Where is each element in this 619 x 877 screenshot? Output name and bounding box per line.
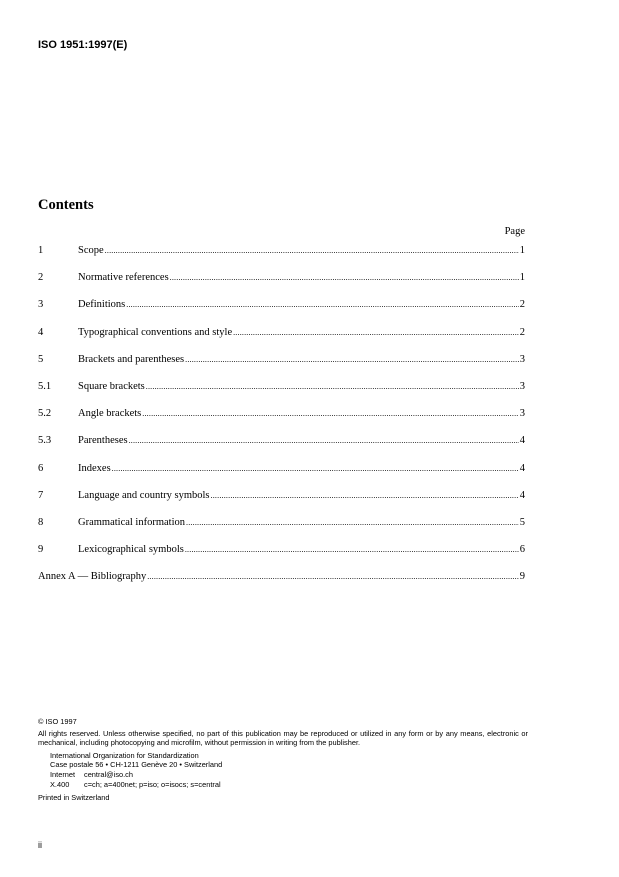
- toc-entry-title: Indexes: [78, 462, 111, 474]
- toc-entry-number: 8: [38, 516, 44, 528]
- toc-entry-title: Square brackets: [78, 380, 145, 392]
- toc-entry-page: 3: [519, 380, 525, 392]
- toc-entry-page: 2: [519, 326, 525, 338]
- internet-line: [50, 770, 528, 780]
- toc-entry-title: Definitions: [78, 299, 126, 311]
- toc-entry-title: Scope: [78, 245, 104, 256]
- dot-leader: [211, 491, 519, 500]
- printed-in: Printed in Switzerland: [38, 793, 110, 803]
- toc-entry-page: 3: [519, 408, 525, 420]
- toc-entry[interactable]: [38, 490, 525, 517]
- x400-line: [50, 780, 528, 790]
- toc-entry-page: 4: [519, 462, 525, 474]
- toc-entry-page: 3: [519, 353, 525, 365]
- toc-entry-page: 6: [519, 544, 525, 556]
- toc-entry-title: Language and country symbols: [78, 489, 210, 501]
- table-of-contents: [38, 245, 525, 598]
- toc-entry-title: Angle brackets: [78, 408, 142, 420]
- toc-entry-title: Grammatical information: [78, 516, 186, 528]
- toc-entry[interactable]: [38, 245, 525, 272]
- toc-entry-page: 2: [519, 299, 525, 311]
- toc-entry-number: 5.1: [38, 380, 52, 392]
- toc-entry-title: Typographical conventions and style: [78, 326, 233, 338]
- postal-address: Case postale 56 • CH-1211 Genève 20 • Switzerland: [50, 760, 223, 770]
- toc-entry[interactable]: [38, 517, 525, 544]
- toc-annex-title: Annex A — Bibliography: [38, 571, 147, 583]
- rights-notice: All rights reserved. Unless otherwise specified, no part of this publication may be reproduced or utilized in any form or by any means, electronic or mechanical, including photocopying and microfilm, without permission in writing from the publisher.: [38, 728, 528, 748]
- dot-leader: [105, 246, 519, 255]
- toc-entry-page: 4: [519, 489, 525, 501]
- toc-entry-page: 1: [519, 272, 525, 284]
- toc-entry[interactable]: [38, 408, 525, 435]
- dot-leader: [112, 464, 519, 473]
- toc-entry-page: 4: [519, 435, 525, 447]
- toc-entry-title: Normative references: [78, 272, 169, 284]
- toc-entry-page: 5: [519, 516, 525, 528]
- publisher-contact: [50, 751, 528, 789]
- dot-leader: [185, 355, 519, 364]
- dot-leader: [185, 545, 519, 554]
- page-column-label: Page: [504, 226, 525, 237]
- x400-value: c=ch; a=400net; p=iso; o=isocs; s=central: [84, 779, 221, 789]
- toc-entry-title: Parentheses: [78, 435, 128, 447]
- toc-annex-page: 9: [519, 571, 525, 583]
- toc-entry-number: 7: [38, 489, 44, 501]
- dot-leader: [142, 409, 518, 418]
- toc-entry-number: 1: [38, 245, 44, 256]
- page-number: ii: [38, 840, 42, 850]
- toc-entry[interactable]: [38, 272, 525, 299]
- toc-entry[interactable]: [38, 299, 525, 326]
- dot-leader: [146, 382, 519, 391]
- toc-entry[interactable]: [38, 544, 525, 571]
- dot-leader: [233, 328, 519, 337]
- internet-label: Internet: [50, 769, 76, 779]
- document-id-header: ISO 1951:1997(E): [38, 39, 128, 51]
- dot-leader: [147, 572, 519, 581]
- internet-value[interactable]: central@iso.ch: [84, 769, 133, 779]
- toc-entry[interactable]: [38, 354, 525, 381]
- toc-entry-number: 4: [38, 326, 44, 338]
- toc-entry-number: 5.2: [38, 408, 52, 420]
- dot-leader: [126, 300, 519, 309]
- toc-entry-annex[interactable]: [38, 571, 525, 598]
- dot-leader: [170, 273, 519, 282]
- toc-entry-number: 3: [38, 299, 44, 311]
- dot-leader: [129, 436, 519, 445]
- copyright-footer: [38, 717, 528, 803]
- x400-label: X.400: [50, 779, 70, 789]
- toc-entry-title: Lexicographical symbols: [78, 544, 184, 556]
- toc-entry-number: 5: [38, 353, 44, 365]
- toc-entry-title: Brackets and parentheses: [78, 353, 185, 365]
- toc-entry[interactable]: [38, 463, 525, 490]
- toc-entry[interactable]: [38, 381, 525, 408]
- toc-entry[interactable]: [38, 435, 525, 462]
- toc-entry-number: 9: [38, 544, 44, 556]
- dot-leader: [186, 518, 519, 527]
- toc-entry[interactable]: [38, 327, 525, 354]
- toc-entry-page: 1: [519, 245, 525, 256]
- toc-entry-number: 5.3: [38, 435, 52, 447]
- contents-heading: Contents: [38, 197, 94, 213]
- toc-entry-number: 6: [38, 462, 44, 474]
- copyright-line: © ISO 1997: [38, 717, 77, 726]
- org-name: International Organization for Standardization: [50, 750, 199, 760]
- toc-entry-number: 2: [38, 272, 44, 284]
